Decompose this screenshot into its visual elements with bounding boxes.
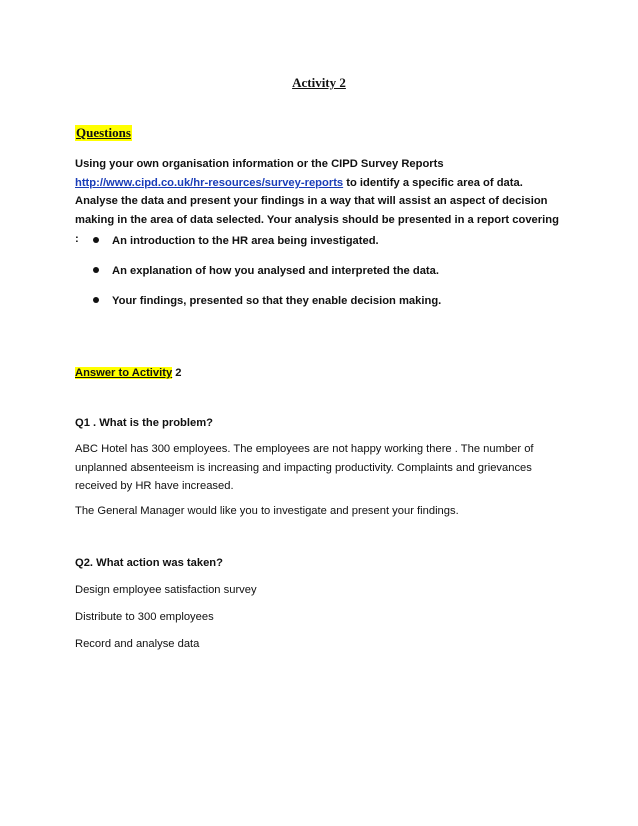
answer-heading-number: 2 <box>172 367 182 379</box>
requirements-list <box>75 232 565 322</box>
list-item <box>75 292 565 310</box>
list-item-text: Your findings, presented so that they enable decision making. <box>112 295 442 307</box>
q1-paragraph-2: The General Manager would like you to investigate and present your findings. <box>75 505 459 517</box>
q2-heading: Q2. What action was taken? <box>75 557 223 569</box>
bullet-icon <box>93 267 99 273</box>
q1-paragraph: ABC Hotel has 300 employees. The employees are not happy working there . The number of unplanned absenteeism is increasing and impacting productivity. Complaints and grievances received by HR have increased. <box>75 443 534 493</box>
answer-heading <box>75 365 182 381</box>
q1-heading: Q1 . What is the problem? <box>75 417 213 429</box>
list-item-text: An explanation of how you analysed and interpreted the data. <box>112 265 439 277</box>
bullet-icon <box>93 237 99 243</box>
q2-item: Record and analyse data <box>75 638 200 650</box>
cipd-survey-link[interactable]: http://www.cipd.co.uk/hr-resources/survey-reports <box>75 176 344 189</box>
list-item <box>75 262 565 280</box>
list-item-text: An introduction to the HR area being investigated. <box>112 235 379 247</box>
intro-text-after-link: to identify a specific area of data. Analyse the data and present your findings in a way that will assist an aspect of decision making in the area of data selected. Your analysis should be presented in a report covering : <box>75 176 559 245</box>
answer-heading-highlight: Answer to Activity <box>75 367 173 379</box>
q2-item: Design employee satisfaction survey <box>75 584 257 596</box>
q2-item: Distribute to 300 employees <box>75 611 214 623</box>
list-item <box>75 232 565 250</box>
page-title: Activity 2 <box>292 75 346 90</box>
bullet-icon <box>93 297 99 303</box>
questions-heading: Questions <box>76 125 131 140</box>
intro-text-before-link: Using your own organisation information or the CIPD Survey Reports <box>75 158 444 170</box>
